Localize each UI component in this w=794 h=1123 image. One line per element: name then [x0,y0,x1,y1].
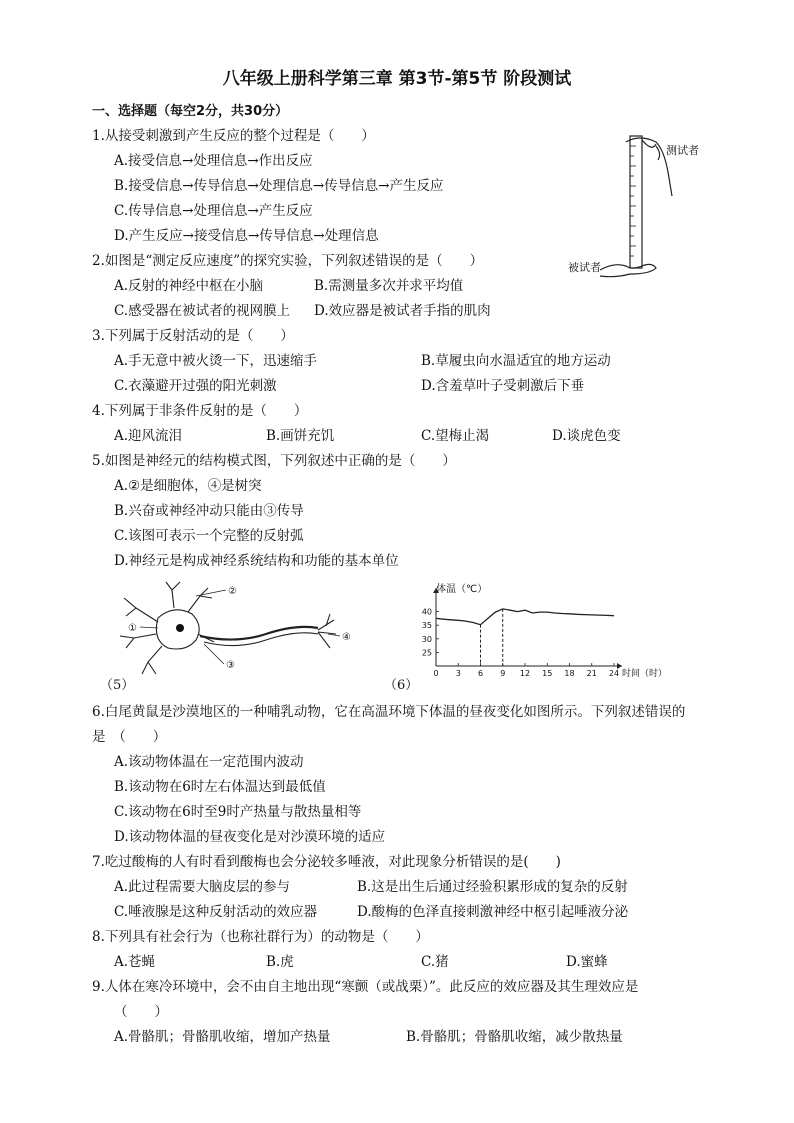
neuron-label-4: ④ [342,632,351,643]
question-6-cont: 是 （ ） [92,729,167,745]
q3-option-a: A.手无意中被火烫一下，迅速缩手 [114,353,318,369]
question-2: 2.如图是“测定反应速度”的探究实验，下列叙述错误的是（ ） [92,253,484,269]
q3-option-d: D.含羞草叶子受刺激后下垂 [421,378,585,394]
q4-option-b: B.画饼充饥 [266,428,335,444]
q8-option-b: B.虎 [266,954,294,970]
q9-option-b: B.骨骼肌；骨骼肌收缩，减少散热量 [406,1029,623,1045]
q6-option-a: A.该动物体温在一定范围内波动 [114,754,304,770]
q3-option-c: C.衣藻避开过强的阳光刺激 [114,378,277,394]
q9-option-a: A.骨骼肌；骨骼肌收缩，增加产热量 [114,1029,331,1045]
section-heading: 一、选择题（每空2分，共30分） [92,104,289,119]
question-5: 5.如图是神经元的结构模式图，下列叙述中正确的是（ ） [92,453,456,469]
neuron-label-1: ① [128,623,137,634]
temperature-chart [410,578,670,688]
axon-terminals [318,614,336,648]
reaction-ruler-figure [560,132,730,282]
y-tick-label: 30 [421,634,432,644]
question-9: 9.人体在寒冷环境中，会不由自主地出现“寒颤（或战栗）”。此反应的效应器及其生理效应是 [92,979,639,995]
subject-hand [600,264,656,276]
q1-option-c: C.传导信息→处理信息→产生反应 [114,203,313,219]
question-1: 1.从接受刺激到产生反应的整个过程是（ ） [92,128,375,144]
q2-option-a: A.反射的神经中枢在小脑 [114,278,264,294]
question-9-cont: （ ） [114,1004,168,1020]
neuron-label-2: ② [228,586,237,597]
q8-option-d: D.蜜蜂 [566,954,608,970]
question-3: 3.下列属于反射活动的是（ ） [92,328,294,344]
temperature-series-line [436,609,614,625]
x-tick-label: 6 [477,669,484,678]
q4-option-c: C.望梅止渴 [421,428,490,444]
q7-option-a: A.此过程需要大脑皮层的参与 [114,879,291,895]
neuron-label-3: ③ [226,660,235,671]
y-axis-label: 体温（℃） [436,584,488,595]
y-tick-label: 35 [421,621,432,631]
q4-option-a: A.迎风流泪 [114,428,183,444]
q7-option-d: D.酸梅的色泽直接刺激神经中枢引起唾液分泌 [357,904,629,920]
question-6: 6.白尾黄鼠是沙漠地区的一种哺乳动物，它在高温环境下体温的昼夜变化如图所示。下列叙述错误的 [92,704,686,720]
q5-option-b: B.兴奋或神经冲动只能由③传导 [114,503,304,519]
question-7: 7.吃过酸梅的人有时看到酸梅也会分泌较多唾液，对此现象分析错误的是( ) [92,854,561,870]
q2-option-b: B.需测量多次并求平均值 [314,278,464,294]
x-tick-label: 3 [455,669,461,678]
question-8: 8.下列具有社会行为（也称社群行为）的动物是（ ） [92,929,429,945]
q1-option-d: D.产生反应→接受信息→传导信息→处理信息 [114,228,379,244]
q8-option-c: C.猪 [421,954,449,970]
q6-option-b: B.该动物在6时左右体温达到最低值 [114,779,326,795]
x-tick-label: 0 [433,669,439,678]
q5-option-a: A.②是细胞体，④是树突 [114,478,262,494]
y-tick-label: 25 [421,648,432,658]
y-tick-label: 40 [421,607,432,617]
subject-label: 被试者 [568,261,601,274]
q5-option-c: C.该图可表示一个完整的反射弧 [114,528,304,544]
q1-option-b: B.接受信息→传导信息→处理信息→传导信息→产生反应 [114,178,444,194]
tester-label: 测试者 [666,144,699,157]
question-4: 4.下列属于非条件反射的是（ ） [92,403,308,419]
q1-option-a: A.接受信息→处理信息→作出反应 [114,153,313,169]
neuron-caption: （5） [100,678,135,693]
page-title: 八年级上册科学第三章 第3节-第5节 阶段测试 [222,69,572,89]
q4-option-d: D.谈虎色变 [552,428,621,444]
q7-option-b: B.这是出生后通过经验积累形成的复杂的反射 [357,879,628,895]
q2-option-c: C.感受器在被试者的视网膜上 [114,303,291,319]
x-tick-label: 18 [564,669,575,678]
x-tick-label: 24 [608,669,620,678]
nucleus [176,624,184,632]
q8-option-a: A.苍蝇 [114,954,156,970]
q3-option-b: B.草履虫向水温适宜的地方运动 [421,353,611,369]
q5-option-d: D.神经元是构成神经系统结构和功能的基本单位 [114,553,399,569]
x-tick-label: 12 [519,669,531,678]
x-tick-label: 9 [500,669,506,678]
x-axis-label: 时间（时） [622,669,668,679]
q2-option-d: D.效应器是被试者手指的肌肉 [314,303,491,319]
q6-option-d: D.该动物体温的昼夜变化是对沙漠环境的适应 [114,829,386,845]
x-tick-label: 21 [586,669,597,678]
q7-option-c: C.唾液腺是这种反射活动的效应器 [114,904,318,920]
q6-option-c: C.该动物在6时至9时产热量与散热量相等 [114,804,362,820]
neuron-figure [96,578,366,688]
x-tick-label: 15 [542,669,553,678]
temperature-chart-caption: （6） [384,678,419,693]
